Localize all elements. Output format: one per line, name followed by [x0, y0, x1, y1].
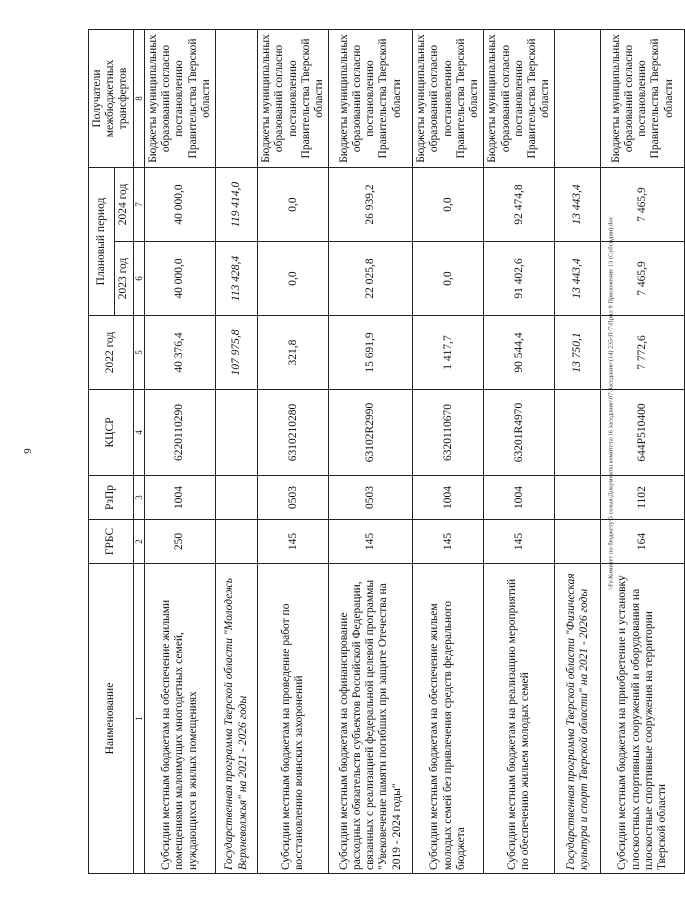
page-number: 6 — [20, 448, 33, 454]
cell-name: Субсидии местным бюджетам на реализацию мероприятий по обеспечению жильем молодых семей — [484, 564, 555, 874]
cell-2022: 1 417,7 — [413, 316, 484, 390]
table-row — [555, 29, 601, 873]
cell-2024: 13 443,4 — [555, 167, 601, 241]
cell-kcsr: 6220110290 — [145, 390, 216, 476]
cell-rzpr: 0503 — [329, 476, 413, 520]
cell-recipients: Бюджеты муниципальных образований согласно постановлению Правительства Тверской области — [145, 29, 216, 167]
cell-2024: 40 000,0 — [145, 167, 216, 241]
cell-2023: 7 465,9 — [601, 242, 685, 316]
cell-rzpr: 0503 — [258, 476, 329, 520]
cell-grbs: 145 — [258, 520, 329, 564]
col-index: 1 — [133, 564, 144, 874]
header-rzpr: РзПр — [89, 476, 134, 520]
header-2023: 2023 год — [115, 242, 133, 316]
table-row — [413, 29, 484, 873]
cell-grbs: 250 — [145, 520, 216, 564]
cell-name: Государственная программа Тверской области "Физическая культура и спорт Тверской области" на 2021 - 2026 годы — [555, 564, 601, 874]
subsidies-table — [88, 29, 685, 874]
header-2022: 2022 год — [89, 316, 134, 390]
cell-kcsr: 6320110670 — [413, 390, 484, 476]
cell-rzpr: 1102 — [601, 476, 685, 520]
table-row — [216, 29, 258, 873]
rotated-table-wrapper — [88, 30, 675, 874]
cell-name: Субсидии местным бюджетам на софинансирование расходных обязательств субъектов Российской Федерации, связанных с реализацией федеральной целевой программы "Увековечение памяти погибших при защите Отечества на 2019 - 2024 годы" — [329, 564, 413, 874]
cell-2023: 40 000,0 — [145, 242, 216, 316]
cell-2024: 7 465,9 — [601, 167, 685, 241]
column-index-row — [133, 29, 144, 873]
cell-recipients: Бюджеты муниципальных образований согласно постановлению Правительства Тверской области — [413, 29, 484, 167]
cell-recipients: Бюджеты муниципальных образований согласно постановлению Правительства Тверской области — [601, 29, 685, 167]
cell-grbs: 164 — [601, 520, 685, 564]
col-index: 6 — [133, 242, 144, 316]
table-row — [258, 29, 329, 873]
cell-2022: 7 772,6 — [601, 316, 685, 390]
cell-2023: 0,0 — [258, 242, 329, 316]
cell-kcsr: 6310210280 — [258, 390, 329, 476]
col-index: 8 — [133, 29, 144, 167]
cell-2022: 90 544,4 — [484, 316, 555, 390]
table-row — [484, 29, 555, 873]
cell-kcsr — [216, 390, 258, 476]
cell-name: Субсидии местным бюджетам на проведение работ по восстановлению воинских захоронений — [258, 564, 329, 874]
col-index: 7 — [133, 167, 144, 241]
cell-2024: 0,0 — [258, 167, 329, 241]
header-planned-period: Плановый период — [89, 167, 115, 315]
cell-rzpr — [555, 476, 601, 520]
cell-2022: 321,8 — [258, 316, 329, 390]
cell-2024: 92 474,8 — [484, 167, 555, 241]
col-index: 2 — [133, 520, 144, 564]
cell-kcsr: 644P510400 — [601, 390, 685, 476]
cell-kcsr — [555, 390, 601, 476]
header-recipients: Получатели межбюджетных трансфертов — [89, 29, 134, 167]
cell-grbs: 145 — [484, 520, 555, 564]
cell-2023: 22 025,8 — [329, 242, 413, 316]
cell-grbs — [555, 520, 601, 564]
cell-2023: 113 428,4 — [216, 242, 258, 316]
cell-name: Субсидии местным бюджетам на обеспечение жильем молодых семей без привлечения средств федерального бюджета — [413, 564, 484, 874]
cell-recipients — [555, 29, 601, 167]
header-2024: 2024 год — [115, 167, 133, 241]
cell-2022: 107 975,8 — [216, 316, 258, 390]
footer-file-path: \\Fs\Комитет по бюджету\3 созыв\Документы комитета\16 заседание\07\Заседание\(14) 235-П-7\Прил 9 Приложение 13 (Субсидии).doc — [607, 216, 615, 591]
cell-2024: 26 939,2 — [329, 167, 413, 241]
header-grbs: ГРБС — [89, 520, 134, 564]
table-row — [145, 29, 216, 873]
table-row — [601, 29, 685, 873]
cell-recipients: Бюджеты муниципальных образований согласно постановлению Правительства Тверской области — [484, 29, 555, 167]
cell-name: Субсидии местным бюджетам на обеспечение жилыми помещениями малоимущих многодетных семей, нуждающихся в жилых помещениях — [145, 564, 216, 874]
cell-recipients — [216, 29, 258, 167]
cell-2023: 0,0 — [413, 242, 484, 316]
cell-kcsr: 63102R2990 — [329, 390, 413, 476]
cell-grbs: 145 — [329, 520, 413, 564]
header-name: Наименование — [89, 564, 134, 874]
cell-recipients: Бюджеты муниципальных образований согласно постановлению Правительства Тверской области — [258, 29, 329, 167]
cell-2024: 0,0 — [413, 167, 484, 241]
table-row — [329, 29, 413, 873]
cell-recipients: Бюджеты муниципальных образований согласно постановлению Правительства Тверской области — [329, 29, 413, 167]
col-index: 3 — [133, 476, 144, 520]
cell-2022: 13 750,1 — [555, 316, 601, 390]
cell-kcsr: 63201R4970 — [484, 390, 555, 476]
cell-rzpr — [216, 476, 258, 520]
cell-2024: 119 414,0 — [216, 167, 258, 241]
col-index: 4 — [133, 390, 144, 476]
cell-name: Государственная программа Тверской области "Молодежь Верхневолжья" на 2021 - 2026 годы — [216, 564, 258, 874]
cell-name: Субсидии местным бюджетам на приобретение и установку плоскостных спортивных сооружений и оборудования на плоскостные спортивные сооружения на территории Тверской области — [601, 564, 685, 874]
cell-rzpr: 1004 — [413, 476, 484, 520]
cell-grbs — [216, 520, 258, 564]
cell-rzpr: 1004 — [484, 476, 555, 520]
cell-rzpr: 1004 — [145, 476, 216, 520]
col-index: 5 — [133, 316, 144, 390]
cell-2023: 13 443,4 — [555, 242, 601, 316]
cell-grbs: 145 — [413, 520, 484, 564]
cell-2022: 15 691,9 — [329, 316, 413, 390]
header-kcsr: КЦСР — [89, 390, 134, 476]
table-body — [145, 29, 685, 873]
cell-2022: 40 376,4 — [145, 316, 216, 390]
cell-2023: 91 402,6 — [484, 242, 555, 316]
rotated-table-container — [88, 30, 675, 874]
